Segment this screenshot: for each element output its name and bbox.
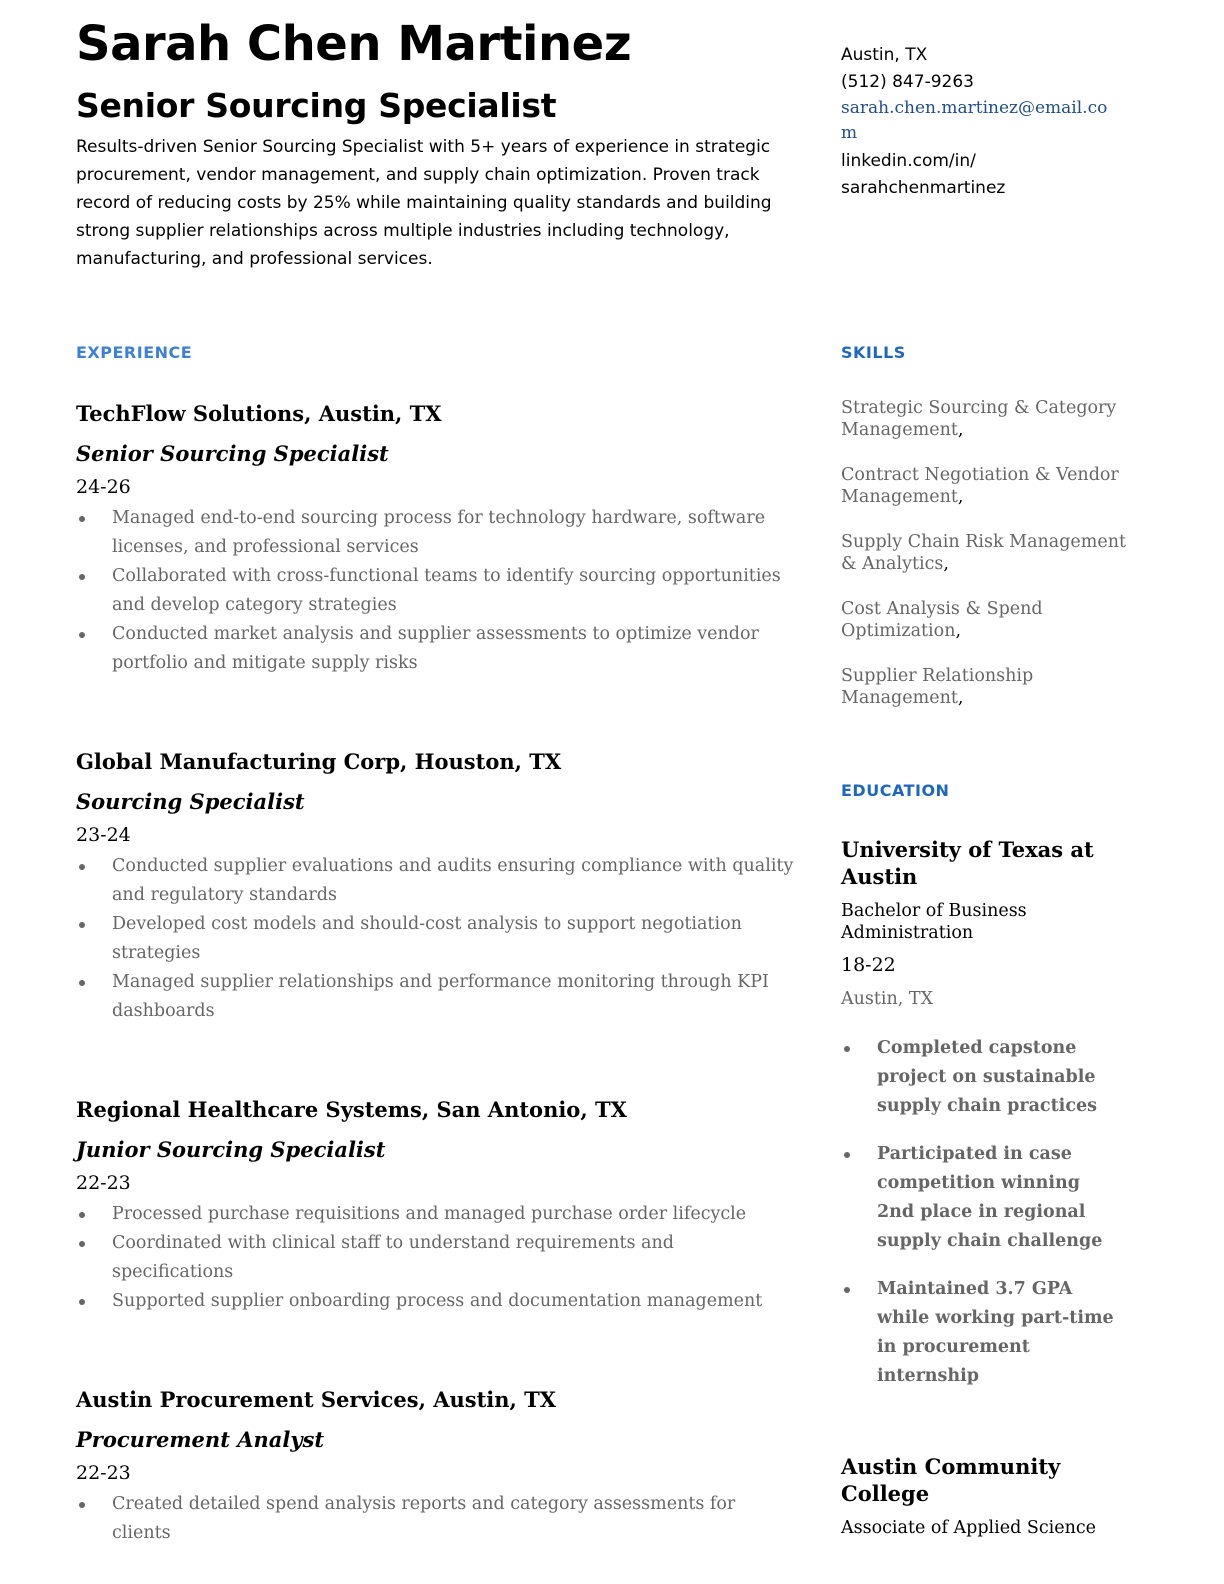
job-bullet: Conducted market analysis and supplier assessments to optimize vendor portfolio and mitigate supply risks <box>76 620 796 678</box>
job-dates: 22-23 <box>76 1172 131 1194</box>
education-bullet: Completed capstone project on sustainable supply chain practices <box>841 1034 1116 1121</box>
job-bullet: Collaborated with cross-functional teams to identify sourcing opportunities and develop category strategies <box>76 562 796 620</box>
school-name: Austin Community College <box>841 1454 1061 1506</box>
skills-list <box>841 397 1131 732</box>
contact-email-link[interactable]: sarah.chen.martinez@email.com <box>841 98 1108 143</box>
job-dates: 22-23 <box>76 1462 131 1484</box>
job-entry <box>76 1385 796 1548</box>
skill-item: Contract Negotiation & Vendor Management, <box>841 465 1119 507</box>
education-dates: 18-22 <box>841 954 896 976</box>
job-company: Global Manufacturing Corp, Houston, TX <box>76 749 562 774</box>
job-dates: 23-24 <box>76 824 131 846</box>
job-bullets <box>76 1490 796 1548</box>
contact-phone: (512) 847-9263 <box>841 72 974 92</box>
education-bullet: Maintained 3.7 GPA while working part-time in procurement internship <box>841 1275 1116 1391</box>
job-company: Regional Healthcare Systems, San Antonio, TX <box>76 1097 627 1122</box>
education-bullet: Participated in case competition winning 2nd place in regional supply chain challenge <box>841 1140 1116 1256</box>
education-bullets <box>841 1034 1116 1391</box>
education-heading: EDUCATION <box>841 781 950 800</box>
professional-summary: Results-driven Senior Sourcing Specialist with 5+ years of experience in strategic procurement, vendor management, and supply chain optimization. Proven track record of reducing costs by 25% while maintaining quality standards and building strong supplier relationships across multiple industries including technology, manufacturing, and professional services. <box>76 137 772 269</box>
job-bullets <box>76 1200 796 1316</box>
skill-item: Supply Chain Risk Management & Analytics, <box>841 532 1127 574</box>
job-title: Senior Sourcing Specialist <box>76 441 389 466</box>
job-bullet: Created detailed spend analysis reports and category assessments for clients <box>76 1490 796 1548</box>
job-bullet: Supported supplier onboarding process and documentation management <box>76 1287 796 1316</box>
skills-heading: SKILLS <box>841 343 906 362</box>
job-bullets <box>76 852 796 1026</box>
contact-location: Austin, TX <box>841 45 928 65</box>
job-bullet: Managed end-to-end sourcing process for technology hardware, software licenses, and professional services <box>76 504 796 562</box>
degree: Bachelor of Business Administration <box>841 901 1027 943</box>
education-entry <box>841 836 1116 1410</box>
experience-heading: EXPERIENCE <box>76 343 193 362</box>
job-dates: 24-26 <box>76 476 131 498</box>
job-entry <box>76 399 796 678</box>
contact-block <box>841 42 1111 202</box>
job-bullet: Processed purchase requisitions and managed purchase order lifecycle <box>76 1200 796 1229</box>
candidate-title: Senior Sourcing Specialist <box>76 86 557 125</box>
job-title: Procurement Analyst <box>76 1427 325 1452</box>
education-entry <box>841 1453 1116 1539</box>
job-bullets <box>76 504 796 678</box>
job-bullet: Coordinated with clinical staff to understand requirements and specifications <box>76 1229 796 1287</box>
job-bullet: Managed supplier relationships and performance monitoring through KPI dashboards <box>76 968 796 1026</box>
job-entry <box>76 747 796 1026</box>
degree: Associate of Applied Science <box>841 1518 1097 1538</box>
school-name: University of Texas at Austin <box>841 837 1094 889</box>
job-title: Junior Sourcing Specialist <box>76 1137 386 1162</box>
contact-linkedin-line-1: linkedin.com/in/ <box>841 151 976 171</box>
job-company: TechFlow Solutions, Austin, TX <box>76 401 442 426</box>
education-location: Austin, TX <box>841 989 934 1009</box>
contact-linkedin-line-2: sarahchenmartinez <box>841 178 1006 198</box>
job-entry <box>76 1095 796 1316</box>
skill-item: Strategic Sourcing & Category Management, <box>841 398 1117 440</box>
job-bullet: Developed cost models and should-cost analysis to support negotiation strategies <box>76 910 796 968</box>
skill-item: Supplier Relationship Management, <box>841 666 1034 708</box>
job-title: Sourcing Specialist <box>76 789 305 814</box>
skill-item: Cost Analysis & Spend Optimization, <box>841 599 1043 641</box>
job-company: Austin Procurement Services, Austin, TX <box>76 1387 557 1412</box>
job-bullet: Conducted supplier evaluations and audits ensuring compliance with quality and regulatory standards <box>76 852 796 910</box>
candidate-name: Sarah Chen Martinez <box>76 16 632 72</box>
